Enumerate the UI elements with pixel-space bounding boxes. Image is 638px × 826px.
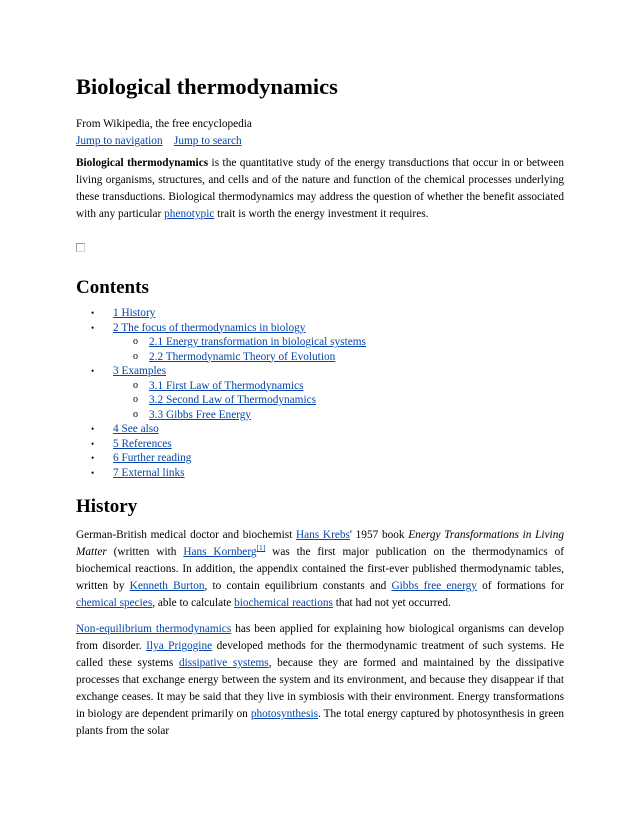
toc-link-gibbs[interactable]: 3.3 Gibbs Free Energy	[149, 408, 252, 421]
toc-link-references[interactable]: 5 References	[113, 437, 172, 450]
bullet-icon: •	[91, 366, 95, 376]
toc-item	[76, 466, 566, 481]
sub-bullet-icon: o	[133, 350, 138, 362]
intro-paragraph: Biological thermodynamics is the quantitative study of the energy transductions that occur in or between living organisms, structures, and cells and of the nature and function of the chemical processes underlying these transductions. Biological thermodynamics may address the question of whether the benefit associated with any particular phenotypic trait is worth the energy investment it requires.	[76, 157, 564, 220]
bullet-icon: •	[91, 467, 95, 478]
toc-link-first-law[interactable]: 3.1 First Law of Thermodynamics	[149, 379, 304, 392]
toc-link-focus[interactable]: 2 The focus of thermodynamics in biology	[113, 321, 306, 334]
jump-links	[76, 133, 566, 150]
page-title: Biological thermodynamics	[76, 74, 338, 99]
non-equilibrium-thermodynamics-link[interactable]: Non-equilibrium thermodynamics	[76, 623, 232, 635]
bullet-icon: •	[91, 322, 95, 333]
bullet-icon: •	[91, 424, 95, 434]
book-title: Energy Transformations in Living Matter	[76, 529, 564, 558]
toc-link-second-law[interactable]: 3.2 Second Law of Thermodynamics	[149, 394, 317, 406]
history-heading: History	[76, 496, 138, 517]
tagline: From Wikipedia, the free encyclopedia	[76, 118, 252, 130]
jump-to-navigation-link[interactable]: Jump to navigation	[76, 135, 163, 147]
biochemical-reactions-link[interactable]: biochemical reactions	[234, 597, 333, 609]
sub-bullet-icon: o	[133, 336, 138, 347]
bullet-icon: •	[91, 308, 95, 318]
toc-item	[76, 451, 566, 466]
history-paragraph-2: Non-equilibrium thermodynamics has been applied for explaining how biological organisms can develop from disorder. Ilya Prigogine developed methods for the thermodynamic treatment of such systems. He called these systems dissipative systems, because they are formed and maintained by the dissipative processes that exchange energy between the system and its environment, and because they disappear if that exchange ceases. It may be said that they live in symbiosis with their environment. Energy transformations in biology are dependent primarily on photosynthesis. The total energy captured by photosynthesis in green plants from the solar	[76, 623, 564, 737]
sub-bullet-icon: o	[133, 394, 138, 405]
gibbs-free-energy-link[interactable]: Gibbs free energy	[391, 580, 477, 592]
hans-krebs-link[interactable]: Hans Krebs	[295, 529, 350, 541]
kenneth-burton-link[interactable]: Kenneth Burton	[129, 580, 205, 592]
jump-to-search-link[interactable]: Jump to search	[173, 135, 242, 147]
toc-link-external-links[interactable]: 7 External links	[113, 466, 185, 479]
toc-link-energy-transformation[interactable]: 2.1 Energy transformation in biological systems	[149, 336, 366, 348]
toc-item	[76, 437, 566, 452]
bullet-icon: •	[91, 438, 95, 449]
toc-link-history[interactable]: 1 History	[113, 307, 156, 319]
sub-bullet-icon: o	[133, 408, 138, 420]
ilya-prigogine-link[interactable]: Ilya Prigogine	[146, 640, 213, 652]
intro-bold-term: Biological thermodynamics	[76, 157, 209, 169]
toc-subitem	[76, 350, 566, 365]
phenotypic-link[interactable]: phenotypic	[164, 208, 215, 220]
dissipative-systems-link[interactable]: dissipative systems	[178, 657, 269, 669]
toc-link-further-reading[interactable]: 6 Further reading	[113, 452, 192, 464]
toc-subitem	[76, 335, 566, 350]
toc-link-examples[interactable]: 3 Examples	[113, 365, 167, 377]
history-paragraph-1: German-British medical doctor and biochemist Hans Krebs' 1957 book Energy Transformations in Living Matter (written with Hans Kornberg[1] was the first major publication on the thermodynamics of biochemical reactions. In addition, the appendix contained the first-ever published thermodynamic tables, written by Kenneth Burton, to contain equilibrium constants and Gibbs free energy of formations for chemical species, able to calculate biochemical reactions that had not yet occurred.	[76, 529, 564, 609]
reference-1-link[interactable]: [1]	[256, 543, 266, 553]
toc-item	[76, 306, 566, 321]
sub-bullet-icon: o	[133, 379, 138, 391]
toc-subitem	[76, 393, 566, 408]
toc-link-theory-evolution[interactable]: 2.2 Thermodynamic Theory of Evolution	[149, 350, 336, 363]
toc-subitem	[76, 379, 566, 394]
photosynthesis-link[interactable]: photosynthesis	[250, 708, 319, 720]
toc-link-see-also[interactable]: 4 See also	[113, 423, 159, 435]
chemical-species-link[interactable]: chemical species	[76, 597, 153, 609]
toc-item	[76, 422, 566, 437]
contents-heading: Contents	[76, 277, 149, 298]
article	[76, 74, 566, 740]
toc-item	[76, 321, 566, 365]
bullet-icon: •	[91, 453, 95, 463]
table-of-contents	[76, 306, 566, 480]
hans-kornberg-link[interactable]: Hans Kornberg	[183, 546, 257, 558]
toc-subitem	[76, 408, 566, 423]
toc-item	[76, 364, 566, 422]
broken-image-icon	[76, 243, 85, 252]
